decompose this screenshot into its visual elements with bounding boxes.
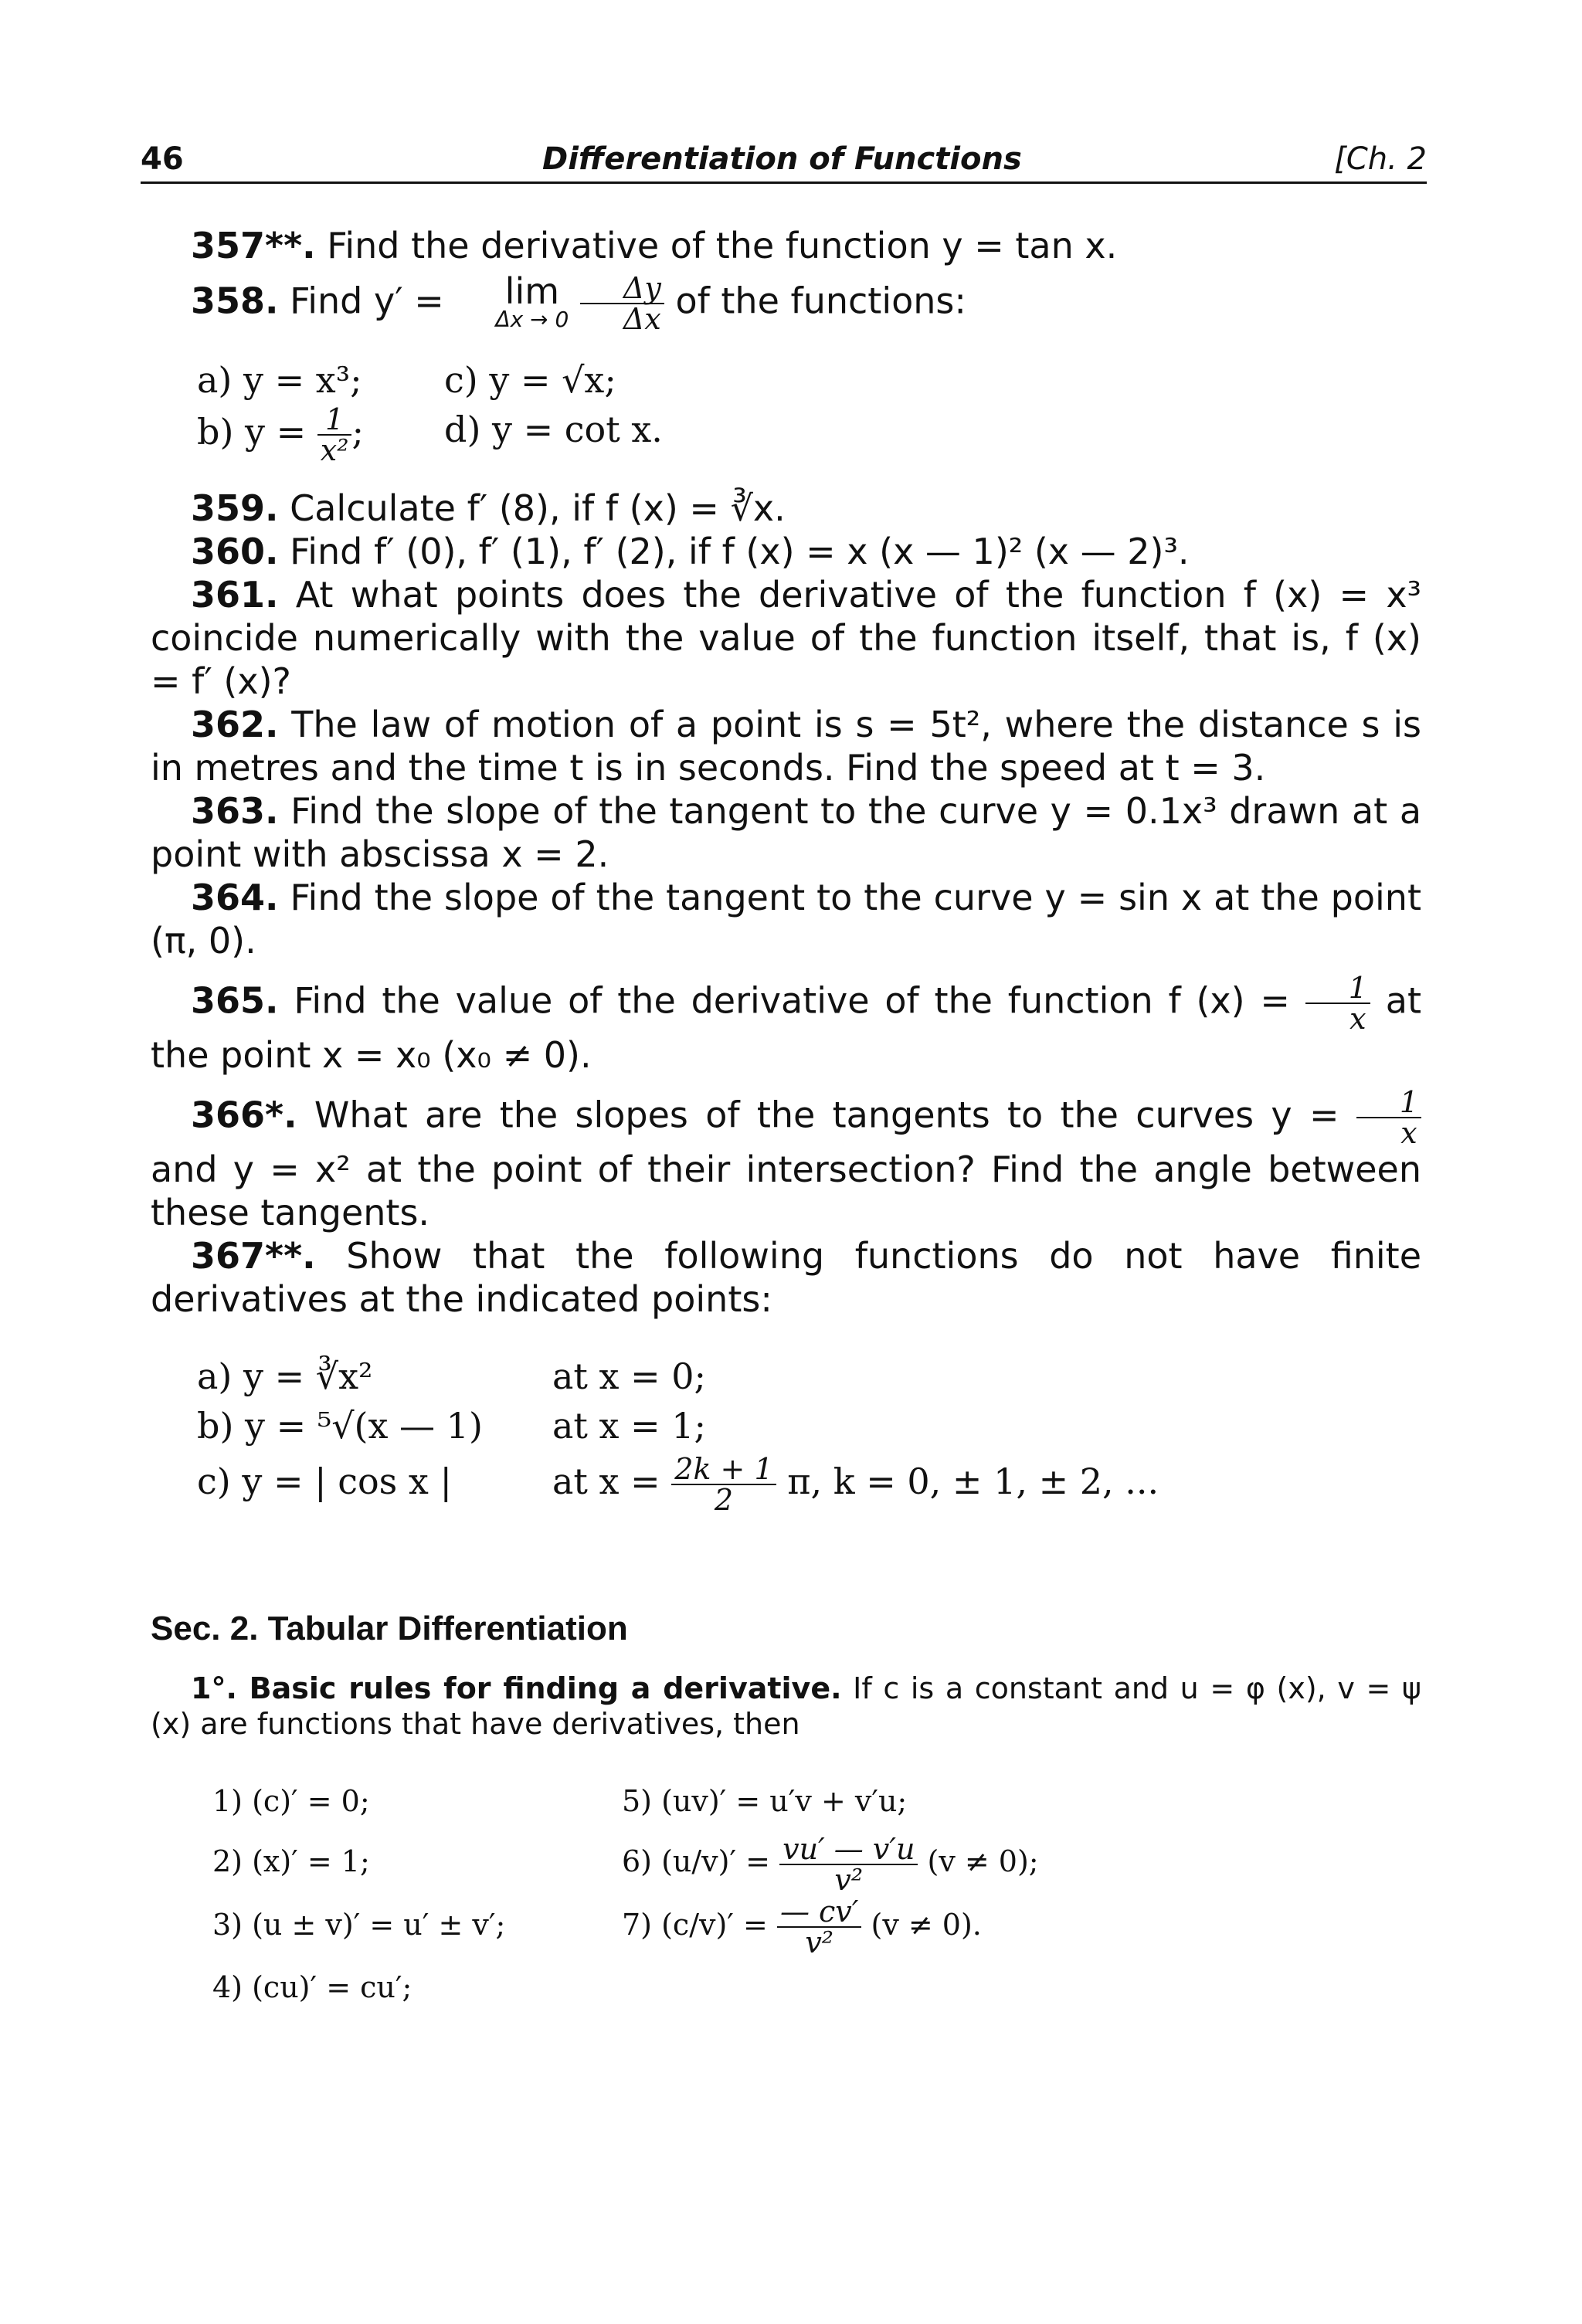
fraction-numerator: Δy (580, 273, 664, 304)
problem-number: 362. (191, 704, 279, 745)
rule-row (212, 1771, 1421, 1831)
problem-text: Find f′ (0), f′ (1), f′ (2), if f (x) = x (x — 1)² (x — 2)³. (290, 531, 1190, 572)
case-b-prefix: b) y = (197, 411, 307, 453)
problem-360 (151, 530, 1421, 573)
rule-row (212, 1957, 1421, 2017)
problem-text: Find the slope of the tangent to the curve y = 0.1x³ drawn at a point with abscissa x = 2. (151, 790, 1422, 875)
fraction-numerator: 1 (1356, 1087, 1421, 1118)
fraction-denominator: Δx (623, 302, 661, 336)
fraction-denominator: x² (320, 433, 349, 467)
problem-358-cases (197, 355, 1421, 465)
rule-row (212, 1831, 1421, 1895)
problem-364 (151, 876, 1421, 962)
case-a: a) y = x³; (197, 359, 362, 401)
fraction-denominator: x (1349, 1002, 1366, 1036)
case-c-prefix: at x = (552, 1461, 660, 1502)
problem-number: 359. (191, 487, 279, 529)
rule-6-fraction (779, 1831, 918, 1897)
rule-row (212, 1895, 1421, 1958)
rules-intro (151, 1671, 1421, 1742)
case-b-suffix: ; (351, 411, 364, 453)
fraction-numerator: 1 (317, 405, 352, 436)
problem-text-after: at the point x = x₀ (x₀ ≠ 0). (151, 979, 1421, 1076)
case-c-suffix: π, k = 0, ± 1, ± 2, ... (787, 1461, 1159, 1502)
rule-7 (622, 1895, 1317, 1958)
problem-365 (151, 973, 1421, 1077)
case-c-point (552, 1450, 1159, 1515)
page-number: 46 (141, 141, 184, 177)
case-b-fraction (317, 402, 352, 467)
fraction-numerator: 2k + 1 (671, 1454, 776, 1485)
lim-subscript: Δx → 0 (495, 307, 569, 332)
rule-7-fraction (777, 1897, 861, 1957)
problem-359 (151, 487, 1421, 530)
chapter-title: Differentiation of Functions (542, 141, 1022, 177)
rule-2: 2) (x)′ = 1; (212, 1844, 370, 1878)
fraction-denominator: x (1400, 1116, 1417, 1150)
problem-text-after: of the functions: (675, 280, 966, 322)
fraction-denominator: 2 (714, 1483, 734, 1517)
rules-intro-bold: 1°. Basic rules for finding a derivative. (191, 1671, 842, 1705)
one-over-x-fraction (1356, 1087, 1421, 1148)
problem-text: The law of motion of a point is s = 5t², where the distance s is in metres and the time t is in seconds. Find the speed at t = 3. (151, 704, 1421, 789)
problem-text-before: What are the slopes of the tangents to the curves y = (314, 1094, 1339, 1136)
problem-358 (151, 270, 1421, 336)
delta-fraction (580, 273, 664, 334)
case-b (197, 402, 429, 467)
problem-number: 363. (191, 790, 279, 832)
fraction-denominator: v² (834, 1862, 864, 1897)
fraction-numerator: 1 (1305, 973, 1370, 1004)
rule-7-prefix: 7) (c/v)′ = (622, 1907, 768, 1942)
problem-number: 357**. (191, 225, 316, 266)
problem-number: 360. (191, 531, 279, 572)
case-a-point: at x = 0; (552, 1355, 707, 1397)
case-a-function: a) y = ∛x² (197, 1355, 373, 1397)
problem-366 (151, 1087, 1421, 1234)
case-row (197, 1401, 1421, 1450)
case-d: d) y = cot x. (444, 409, 663, 450)
case-c-function: c) y = | cos x | (197, 1461, 452, 1502)
case-row (197, 355, 1421, 405)
fraction-numerator: vu′ — v′u (779, 1834, 918, 1865)
problem-363 (151, 789, 1421, 876)
problem-text-before: Find the value of the derivative of the function f (x) = (294, 979, 1290, 1022)
rule-4: 4) (cu)′ = cu′; (212, 1970, 412, 2004)
chapter-label: [Ch. 2 (1334, 141, 1427, 177)
rule-3: 3) (u ± v)′ = u′ ± v′; (212, 1907, 506, 1942)
case-row (197, 402, 1421, 467)
fraction-numerator: — cv′ (777, 1897, 861, 1928)
rules-intro-text: If c is a constant and u = φ (x), v = ψ (x) are functions that have derivatives, then (151, 1671, 1421, 1741)
problem-number: 367**. (191, 1235, 316, 1277)
problem-number: 361. (191, 574, 279, 616)
rule-6-condition: (v ≠ 0); (927, 1844, 1039, 1878)
case-row (197, 1352, 1421, 1401)
section-heading: Sec. 2. Tabular Differentiation (151, 1610, 628, 1647)
page-body (151, 224, 1421, 2017)
case-b-function: b) y = ⁵√(x — 1) (197, 1405, 483, 1447)
rule-5: 5) (uv)′ = u′v + v′u; (622, 1784, 908, 1818)
rule-7-condition: (v ≠ 0). (871, 1907, 982, 1942)
problem-text: At what points does the derivative of the function f (x) = x³ coincide numerically with the value of the function itself, that is, f (x) = f′ (x)? (151, 574, 1421, 702)
problem-number: 358. (191, 280, 279, 322)
problem-361 (151, 573, 1421, 703)
problem-367 (151, 1234, 1421, 1321)
limit-expression (455, 270, 569, 332)
problem-number: 365. (191, 979, 279, 1022)
rule-6-prefix: 6) (u/v)′ = (622, 1844, 771, 1878)
case-c-fraction (671, 1454, 776, 1515)
derivative-rules (212, 1771, 1421, 2017)
problem-text-before: Find y′ = (290, 280, 444, 322)
problem-367-cases (197, 1352, 1421, 1515)
problem-text: Find the slope of the tangent to the curve y = sin x at the point (π, 0). (151, 877, 1421, 962)
problem-362 (151, 703, 1421, 789)
running-header (141, 135, 1427, 184)
case-c: c) y = √x; (444, 359, 616, 401)
rule-6 (622, 1831, 1317, 1895)
problem-text-after: and y = x² at the point of their intersection? Find the angle between these tangents. (151, 1148, 1421, 1233)
fraction-denominator: v² (805, 1925, 834, 1959)
problem-number: 366*. (191, 1094, 297, 1136)
problem-357 (151, 224, 1421, 267)
problem-number: 364. (191, 877, 279, 918)
lim-word: lim (504, 270, 560, 312)
problem-text: Find the derivative of the function y = tan x. (327, 225, 1118, 266)
problem-text: Show that the following functions do not have finite derivatives at the indicated points: (151, 1235, 1421, 1320)
one-over-x-fraction (1305, 971, 1370, 1036)
case-row (197, 1450, 1421, 1515)
case-b-point: at x = 1; (552, 1405, 707, 1447)
rule-1: 1) (c)′ = 0; (212, 1784, 370, 1818)
problem-text: Calculate f′ (8), if f (x) = ∛x. (290, 487, 786, 529)
